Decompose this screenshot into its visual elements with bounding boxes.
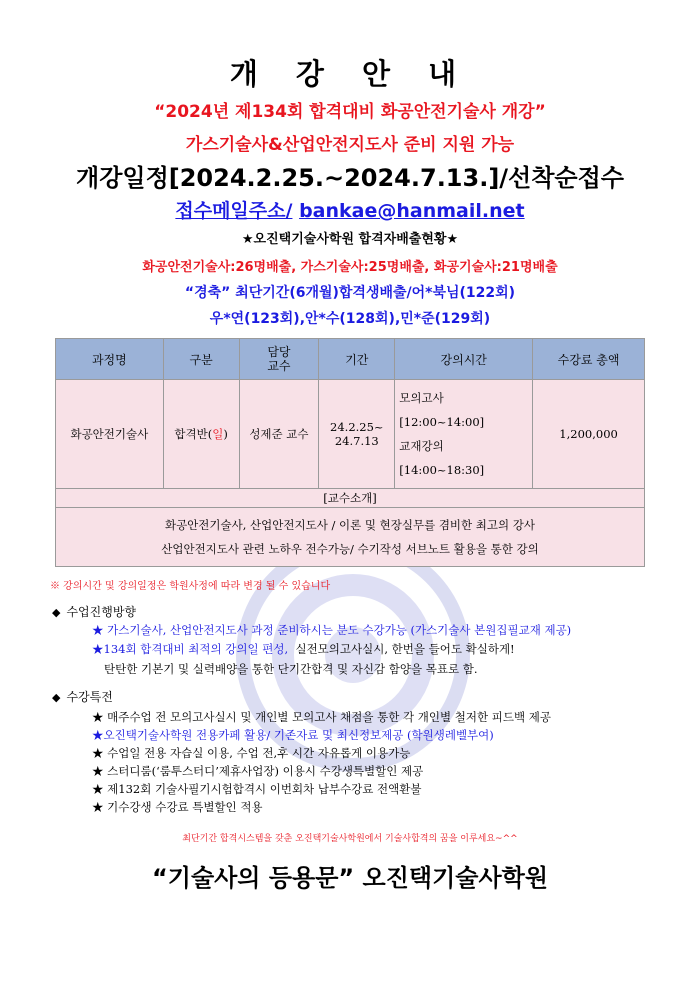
results-counts: 화공안전기술사:26명배출, 가스기술사:25명배출, 화공기술사:21명배출	[142, 260, 558, 275]
email-line	[0, 196, 700, 223]
direction-item-1: ★ 가스기술사, 산업안전지도사 과정 준비하시는 분도 수강가능 (가스기술사 본원집필교재 제공)	[92, 623, 572, 637]
page-title: 개 강 안 내	[229, 57, 471, 91]
header-type: 구분	[163, 339, 239, 380]
schedule-line: 개강일정[2024.2.25.~2024.7.13.]/선착순접수	[76, 164, 624, 192]
support-subheadline: 가스기술사&산업안전지도사 준비 지원 가능	[185, 135, 515, 155]
direction-item-3: 탄탄한 기본기 및 실력배양을 통한 단기간합격 및 자신감 함양을 목표로 함.	[104, 662, 478, 676]
diamond-bullet-icon: ◆	[52, 691, 61, 704]
closing-note: 최단기간 합격시스템을 갖춘 오진택기술사학원에서 기술사합격의 꿈을 이루세요~^^	[182, 834, 518, 844]
email-label: 접수메일주소/	[175, 200, 293, 222]
diamond-bullet-icon: ◆	[52, 606, 61, 619]
benefit-item: ★ 스터디룸(‘룸투스터디’제휴사업장) 이용시 수강생특별할인 제공	[92, 764, 424, 778]
cell-type: 합격반(일)	[163, 380, 239, 489]
course-table	[55, 338, 645, 567]
cell-time: 모의고사[12:00~14:00] 교재강의[14:00~18:30]	[395, 380, 533, 489]
direction-item-2: ★134회 합격대비 최적의 강의일 편성, 실전모의고사실시, 한번을 들어도 확실하게!	[92, 642, 515, 656]
congrats-names: 우*연(123회),안*수(128회),민*준(129회)	[209, 311, 491, 327]
header-course: 과정명	[56, 339, 164, 380]
congrats-line: “경축” 최단기간(6개월)합격생배출/어*북님(122회)	[184, 285, 516, 301]
professor-intro: 화공안전기술사, 산업안전지도사 / 이론 및 현장실무를 겸비한 최고의 강사 산업안전지도사 관련 노하우 전수가능/ 수기작성 서브노트 활용을 통한 강의	[56, 508, 645, 567]
cell-period: 24.2.25~ 24.7.13	[319, 380, 395, 489]
professor-intro-label: [교수소개]	[56, 489, 645, 508]
benefit-item: ★ 수업일 전용 자습실 이용, 수업 전,후 시간 자유롭게 이용가능	[92, 746, 411, 760]
benefit-item: ★ 매주수업 전 모의고사실시 및 개인별 모의고사 채점을 통한 각 개인별 철저한 피드백 제공	[92, 710, 551, 724]
section-benefits: ◆ 수강특전	[52, 690, 113, 704]
course-opening-headline: “2024년 제134회 합격대비 화공안전기술사 개강”	[154, 102, 546, 122]
email-link[interactable]: bankae@hanmail.net	[299, 200, 525, 222]
table-row	[56, 380, 645, 489]
results-heading: ★오진택기술사학원 합격자배출현황★	[241, 232, 459, 247]
benefit-item: ★오진택기술사학원 전용카페 활용/ 기존자료 및 최신정보제공 (학원생레벨부여)	[92, 728, 494, 742]
cell-fee: 1,200,000	[533, 380, 645, 489]
cell-professor: 성제준 교수	[239, 380, 319, 489]
header-fee: 수강료 총액	[533, 339, 645, 380]
benefit-item: ★ 제132회 기술사필기시험합격시 이번회차 납부수강료 전액환불	[92, 782, 422, 796]
header-time: 강의시간	[395, 339, 533, 380]
table-header-row	[56, 339, 645, 380]
cell-course: 화공안전기술사	[56, 380, 164, 489]
benefit-item: ★ 기수강생 수강료 특별할인 적용	[92, 800, 263, 814]
academy-slogan: “기술사의 등용문” 오진택기술사학원	[151, 864, 549, 892]
schedule-change-note: ※ 강의시간 및 강의일정은 학원사정에 따라 변경 될 수 있습니다	[50, 581, 331, 592]
section-class-direction: ◆ 수업진행방향	[52, 605, 137, 619]
header-professor: 담당 교수	[239, 339, 319, 380]
header-period: 기간	[319, 339, 395, 380]
